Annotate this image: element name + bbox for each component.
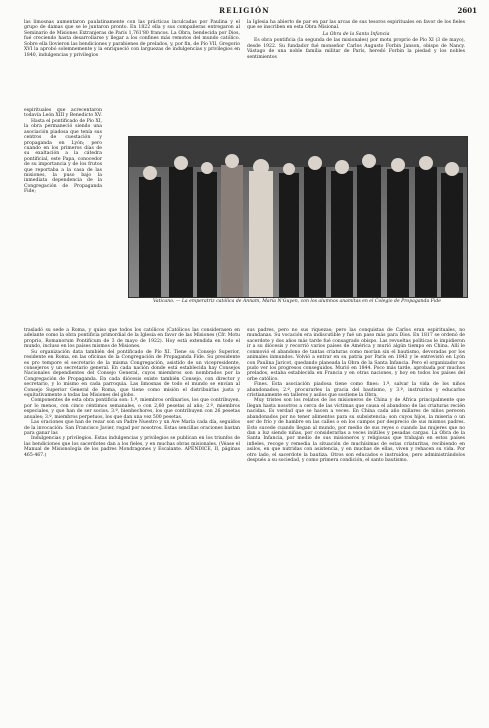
- paragraph: la Iglesia ha abierto de par en par las arcas de sus tesoros espirituales en favor de los fieles que se inscriben en esta Obra Misional.: [247, 20, 465, 31]
- left-column-top: [24, 20, 240, 58]
- right-column-bottom: [247, 328, 465, 464]
- left-column-narrow: [24, 108, 102, 195]
- paragraph: Es obra pontificia (la segunda de las misionales) por motu proprio de Pío XI (3 de mayo), desde 1922. Su fundador fué monseñor Carlos Augusto Forbin Janson, obispo de Nancy. Vástago de una noble familia militar de París, heredó Forbin la piedad y los nobles sentimientos: [247, 38, 465, 60]
- photo-caption: Vaticano. — La emperatriz católica de Annam, María N'Guyen, con los alumnos anamitas en el Colegio de Propaganda Fide: [153, 299, 441, 304]
- photograph: [128, 136, 468, 298]
- paragraph: Fines. Esta asociación piadosa tiene como fines: 1.º, salvar la vida de los niños abandonados; 2.º, procurarles la gracia del bautismo, y 3.º, instruirlos y educarlos cristianamente en talleres y asilos que sostiene la Obra.: [247, 382, 465, 399]
- paragraph: Componentes de esta obra pontificia son: 1.º, miembros ordinarios, los que contribuyen, por lo menos, con cinco céntimos semanales, o con 2,60 pesetas al año; 2.º, miembros especiales, y que han de ser socios. 3.º, bienhechores, los que contribuyen con 26 pesetas anuales; 3.º, miembros perpetuos, los que dan una vez 500 pesetas.: [24, 398, 240, 420]
- paragraph: Su organización data también del pontificado de Pío XI. Tiene su Consejo Superior, residente en Roma, en las oficinas de la Congregación de Propaganda Fide. Su presidente es pro tempore el secretario de la misma Congregación, asistido de un vicepresidente, consejeros y un secretario general. En cada nación donde está establecida hay Consejos Nacionales dependientes del Consejo General, cuyos miembros son nombrados por la Congregación de Propaganda. En cada diócesis existe también Consejo, con director y secretario, y lo mismo en cada parroquia. Las limosnas de todo el mundo se envían al Consejo Superior General de Roma, que tiene como misión el distribuirlas justa y equitativamente a todas las Misiones del globo.: [24, 349, 240, 399]
- subsection-title: La Obra de la Santa Infancia: [322, 31, 390, 37]
- paragraph: Indulgencias y privilegios. Estas indulgencias y privilegios se publican en los triunfos de las bendiciones que los sacerdotes dan a los fieles, y en muchas obras misionales. (Véase el Manual de Misionología de los padres Mondragones y Escalante. APÉNDICE, II, páginas 465-467.): [24, 436, 240, 458]
- paragraph: espirituales que acrecentaron todavía León XIII y Benedicto XV.: [24, 108, 102, 119]
- photo-group-image: [129, 137, 467, 297]
- paragraph: las limosnas aumentaron paulatinamente con las prácticas inculcadas por Paulina y el grupo de damas que se le juntaron pronto. En 1822 ella y sus compañeras entregaron al Seminario de Misiones Extranjeras de París 1,761'80 francos. La Obra, bendecida por Dios, fué creciendo hasta desarrollarse y llegar a los confines más remotos del mundo católico. Sobre ella llovieron las bendiciones y parabienes de prelados, y, por fin, de Pío VII, Gregorio XVI la aprobó solemnemente y la enriqueció con larguezas de indulgencias y privilegios en 1840, indulgencias y privilegios: [24, 20, 240, 58]
- paragraph: trasladó su sede a Roma, y quiso que todos los católicos (Católicos las considerasen en adelante como la obra pontificia primordial de la Iglesia en favor de las Misiones (Cfr. Motu proprio, Romanorum Pontificum de 3 de mayo de 1922). Hoy está extendida en todo el mundo, incluso en los países mismos de Misiones.: [24, 328, 240, 350]
- left-column-bottom: [24, 328, 240, 458]
- paragraph: Hasta el pontificado de Pío XI, la obra permaneció siendo una asociación piadosa que tenía sus centros de cuestación y propaganda en Lyón; pero cuando en los primeros días de su exaltación a la cátedra pontificial, este Papa, conocedor de su importancia y de los frutos que reportaba a la casa de las misiones, la puso bajo la inmediata dependencia de la Congregación de Propaganda Fide;: [24, 118, 102, 195]
- paragraph: sus padres, pero no sus riquezas; pero las conquistas de Carlos eran espirituales, no mundanas. Su vocación era indiscutible y fué un paso más para Dios. En 1817 se ordenó de sacerdote y dos años más tarde fué consagrado obispo. Las revueltas políticas le impidieron ir a su diócesis y recorrió varios países de América y murió algún tiempo en China. Allí le conmovió el abandono de tantas criaturas como morían sin el bautismo, devoradas por los animales inmundos. Volvió a entrar en su patria por París en 1843 y le entrevistó en Lyón con Paulina Jaricot, quedando planeada la Obra de la Santa Infancia. Pero el organizador no pudo ver los progresos conseguidos. Murió en 1844. Poco más tarde, aprobada por muchos prelados, estaba establecida en Francia y en otras naciones, y hoy en todos los países del orbe católico.: [247, 328, 465, 382]
- paragraph: Las oraciones que han de rezar son un Padre Nuestro y un Ave María cada día, seguidos de la invocación: San Francisco Javier, rogad por nosotros. Estas sencillas oraciones bastan para ganar las: [24, 420, 240, 437]
- running-header: [0, 6, 489, 18]
- section-title: RELIGIÓN: [219, 6, 270, 15]
- page-number: 2601: [457, 6, 477, 15]
- right-column-top: [247, 20, 465, 60]
- paragraph: Muy tristes son los relatos de los misioneros de China y de África principalmente que llegan hasta nosotros a cerca de las víctimas que causa el abandono de las criaturas recién nacidas. Es verdad que se hacen a veces. En China cada año millares de niños perecen abandonados por no tener alimentos para su subsistencia; son cuyos hijos, la miseria o un ser de frío y de hambre en las calles o en los campos por desprecio de sus mismos padres. Esto sucede cuando llegan al mundo, por medio de sus reyes o cuando las mujeres que no dan a luz siendo niñas, por considerarlas a veces inútiles y pesadas cargas. La Obra de la Santa Infancia, por medio de sus misioneros y religiosas que trabajan en estos países infieles, recoge y remedia la situación de muchísimas de estas criaturitas, recibiendo en asilos, en que nutridas con asistencia, y en muchas de ellas, viven y rehacen su vida. Por otro lado, el sacerdote la bautiza. Otros son educados e instruidos, pero administrándolos después a su sociedad, y como primera condición, el santo bautismo.: [247, 398, 465, 464]
